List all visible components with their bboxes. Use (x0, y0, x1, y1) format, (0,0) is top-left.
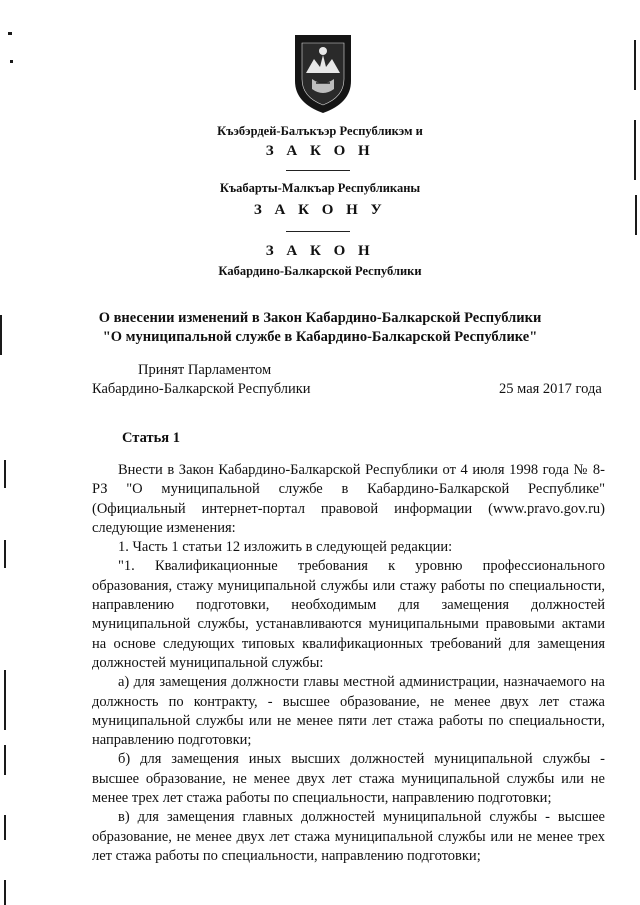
article-paragraph: а) для замещения должности главы местной администрации, назначаемого на должность по контракту, - высшее образование, не менее двух лет стажа муниципальной службы или не менее пяти лет стажа работы по специальности, направлению подготовки; (92, 674, 605, 749)
article-paragraph: б) для замещения иных высших должностей муниципальной службы - высшее образование, не менее двух лет стажа муниципальной службы или не менее трех лет стажа работы по специальности, направлению подготовки; (92, 751, 605, 807)
scan-edge-mark (8, 32, 12, 35)
divider (286, 231, 350, 232)
adoption-date: 25 мая 2017 года (499, 381, 602, 397)
adopted-by-line2: Кабардино-Балкарской Республики (92, 381, 311, 397)
law-title-line1: О внесении изменений в Закон Кабардино-Балкарской Республики (98, 310, 542, 326)
scan-edge-mark (4, 745, 6, 775)
article-paragraph: Внести в Закон Кабардино-Балкарской Республики от 4 июля 1998 года № 8-РЗ "О муниципальной службе в Кабардино-Балкарской Республике" (Официальный интернет-портал правовой информации (www.pravo.gov.ru) следующие изменения: (92, 462, 605, 536)
adopted-by-line1: Принят Парламентом (138, 362, 272, 378)
article-paragraph: в) для замещения главных должностей муниципальной службы - высшее образование, не менее двух лет стажа муниципальной службы или не менее трех лет стажа работы по специальности, направлению подготовки; (92, 809, 605, 864)
header-republic-name: Кабардино-Балкарской Республики (218, 264, 422, 278)
article-paragraph: "1. Квалификационные требования к уровню профессионального образования, стажу муниципальной службы или стажу работы по специальности, направлению подготовки, необходимым для замещения должностей муниципальной службы, устанавливаются муниципальными правовыми актами на основе следующих типовых квалификационных требований для замещения должностей муниципальной службы: (92, 558, 605, 671)
header-line-balkar: Къабарты-Малкъар Республиканы (219, 181, 421, 195)
article-heading: Статья 1 (122, 430, 180, 446)
law-title-line2: "О муниципальной службе в Кабардино-Балкарской Республике" (102, 329, 538, 345)
divider (286, 170, 350, 171)
header-zakonu-balkar: З А К О Н У (253, 202, 387, 218)
header-zakon-kabardian: З А К О Н (265, 143, 375, 159)
scan-edge-mark (4, 540, 6, 568)
scan-edge-mark (4, 460, 6, 488)
scan-edge-mark (4, 880, 6, 905)
scan-edge-mark (10, 60, 13, 63)
article-paragraph: 1. Часть 1 статьи 12 изложить в следующей редакции: (118, 539, 453, 556)
scan-edge-mark (4, 815, 6, 840)
header-zakon-russian: З А К О Н (265, 243, 375, 259)
article-body (92, 461, 605, 866)
scan-edge-mark (4, 670, 6, 730)
scan-edge-mark (634, 40, 636, 90)
header-line-kabardian: Къэбэрдей-Балъкъэр Республикэм и (217, 124, 423, 138)
coat-of-arms-icon (292, 33, 354, 115)
